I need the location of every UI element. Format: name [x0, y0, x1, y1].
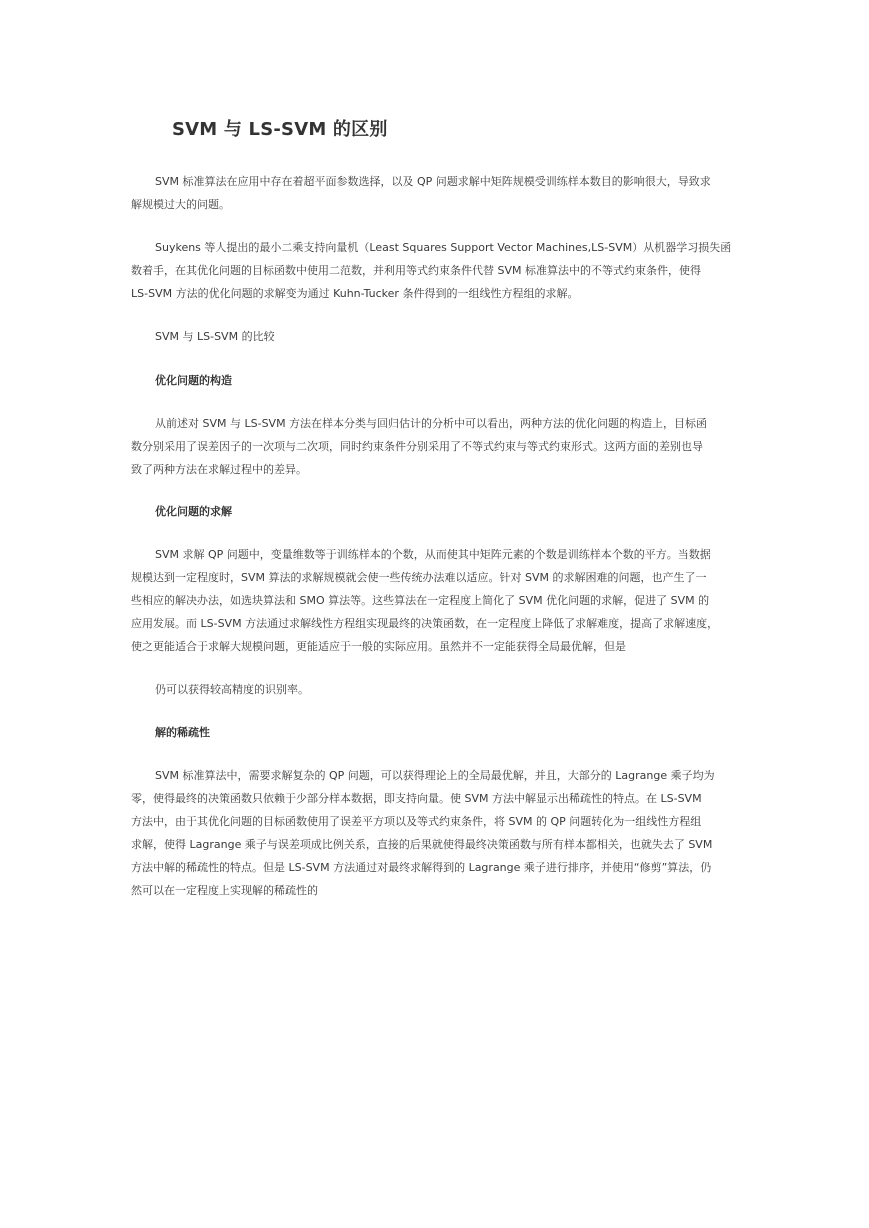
paragraph-line: SVM 与 LS-SVM 的比较	[155, 330, 275, 343]
paragraph-comparison	[131, 325, 738, 348]
paragraph-accuracy	[131, 678, 738, 701]
paragraph-line: 数分别采用了误差因子的一次项与二次项，同时约束条件分别采用了不等式约束与等式约束形式。这两方面的差别也导	[131, 440, 703, 453]
section-heading-solving	[131, 500, 738, 523]
paragraph-sparsity	[131, 764, 738, 902]
paragraph-line: 求解，使得 Lagrange 乘子与误差项成比例关系，直接的后果就使得最终决策函数与所有样本都相关，也就失去了 SVM	[131, 838, 713, 851]
paragraph-line: 致了两种方法在求解过程中的差异。	[131, 463, 307, 476]
paragraph-line: Suykens 等人提出的最小二乘支持向量机（Least Squares Support Vector Machines,LS-SVM）从机器学习损失函	[155, 241, 732, 254]
paragraph-line: 方法中，由于其优化问题的目标函数使用了误差平方项以及等式约束条件，将 SVM 的 QP 问题转化为一组线性方程组	[131, 815, 702, 828]
paragraph-line: 仍可以获得较高精度的识别率。	[155, 683, 309, 696]
paragraph-line: 解规模过大的问题。	[131, 198, 230, 211]
paragraph-line: SVM 标准算法在应用中存在着超平面参数选择，以及 QP 问题求解中矩阵规模受训练样本数目的影响很大，导致求	[155, 175, 711, 188]
paragraph-line: 规模达到一定程度时，SVM 算法的求解规模就会使一些传统办法难以适应。针对 SVM 的求解困难的问题，也产生了一	[131, 571, 707, 584]
paragraph-line: 应用发展。而 LS-SVM 方法通过求解线性方程组实现最终的决策函数，在一定程度上降低了求解难度，提高了求解速度，	[131, 617, 719, 630]
document-title: SVM 与 LS-SVM 的区别	[172, 119, 388, 140]
section-heading: 优化问题的构造	[155, 374, 232, 387]
paragraph-line: 零，使得最终的决策函数只依赖于少部分样本数据，即支持向量。使 SVM 方法中解显示出稀疏性的特点。在 LS-SVM	[131, 792, 702, 805]
paragraph-line: LS-SVM 方法的优化问题的求解变为通过 Kuhn-Tucker 条件得到的一组线性方程组的求解。	[131, 287, 579, 300]
paragraph-line: 使之更能适合于求解大规模问题，更能适应于一般的实际应用。虽然并不一定能获得全局最优解，但是	[131, 640, 626, 653]
section-heading-construction	[131, 369, 738, 392]
section-heading: 优化问题的求解	[155, 505, 232, 518]
paragraph-line: SVM 求解 QP 问题中，变量维数等于训练样本的个数，从而使其中矩阵元素的个数是训练样本个数的平方。当数据	[155, 548, 711, 561]
paragraph-line: 方法中解的稀疏性的特点。但是 LS-SVM 方法通过对最终求解得到的 Lagrange 乘子进行排序，并使用“修剪”算法，仍	[131, 861, 712, 874]
paragraph-line: SVM 标准算法中，需要求解复杂的 QP 问题，可以获得理论上的全局最优解，并且，大部分的 Lagrange 乘子均为	[155, 769, 715, 782]
paragraph-line: 从前述对 SVM 与 LS-SVM 方法在样本分类与回归估计的分析中可以看出，两种方法的优化问题的构造上，目标函	[155, 417, 708, 430]
paragraph-line: 些相应的解决办法，如选块算法和 SMO 算法等。这些算法在一定程度上简化了 SVM 优化问题的求解，促进了 SVM 的	[131, 594, 710, 607]
paragraph-solving	[131, 543, 738, 658]
section-heading: 解的稀疏性	[155, 726, 210, 739]
paragraph-line: 数着手，在其优化问题的目标函数中使用二范数，并利用等式约束条件代替 SVM 标准算法中的不等式约束条件，使得	[131, 264, 701, 277]
section-heading-sparsity	[131, 721, 738, 744]
paragraph-intro	[131, 170, 738, 216]
paragraph-line: 然可以在一定程度上实现解的稀疏性的	[131, 884, 318, 897]
paragraph-construction	[131, 412, 738, 481]
paragraph-ls-svm	[131, 236, 738, 305]
